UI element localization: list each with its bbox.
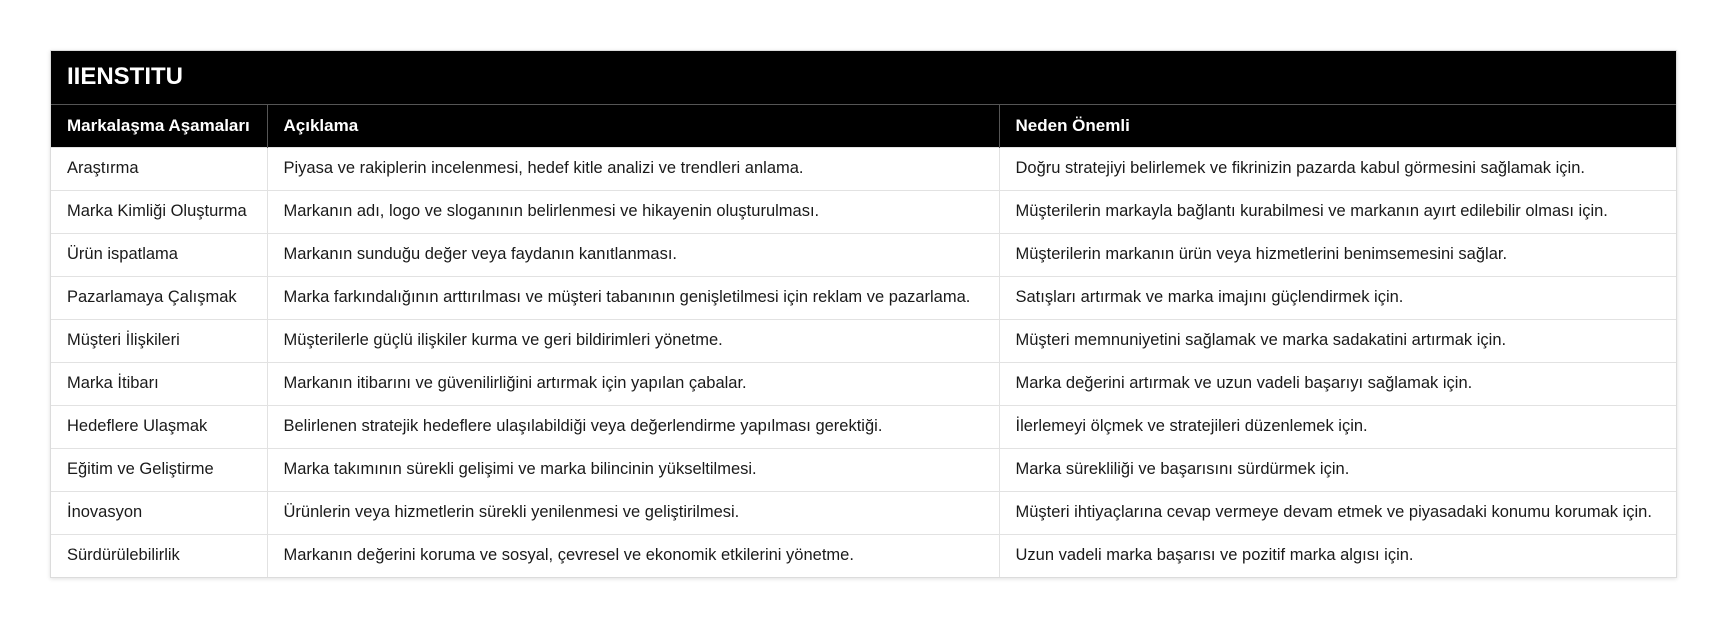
table-row: [51, 534, 1676, 577]
column-header-description: Açıklama: [267, 104, 999, 147]
importance-cell: Müşteri memnuniyetini sağlamak ve marka sadakatini artırmak için.: [999, 319, 1676, 362]
importance-cell: Müşterilerin markanın ürün veya hizmetlerini benimsemesini sağlar.: [999, 233, 1676, 276]
table-header-row: [51, 104, 1676, 147]
importance-cell: Marka sürekliliği ve başarısını sürdürmek için.: [999, 448, 1676, 491]
importance-cell: Müşteri ihtiyaçlarına cevap vermeye devam etmek ve piyasadaki konumu korumak için.: [999, 491, 1676, 534]
description-cell: Markanın itibarını ve güvenilirliğini artırmak için yapılan çabalar.: [267, 362, 999, 405]
importance-cell: Doğru stratejiyi belirlemek ve fikrinizin pazarda kabul görmesini sağlamak için.: [999, 147, 1676, 190]
stage-cell: Sürdürülebilirlik: [51, 534, 267, 577]
stage-cell: Eğitim ve Geliştirme: [51, 448, 267, 491]
stage-cell: Marka Kimliği Oluşturma: [51, 190, 267, 233]
importance-cell: Satışları artırmak ve marka imajını güçlendirmek için.: [999, 276, 1676, 319]
table-row: [51, 276, 1676, 319]
description-cell: Marka takımının sürekli gelişimi ve marka bilincinin yükseltilmesi.: [267, 448, 999, 491]
table-row: [51, 405, 1676, 448]
branding-stages-table-container: [50, 50, 1677, 578]
stage-cell: Ürün ispatlama: [51, 233, 267, 276]
table-title-row: [51, 51, 1676, 104]
description-cell: Markanın adı, logo ve sloganının belirlenmesi ve hikayenin oluşturulması.: [267, 190, 999, 233]
description-cell: Piyasa ve rakiplerin incelenmesi, hedef kitle analizi ve trendleri anlama.: [267, 147, 999, 190]
importance-cell: Müşterilerin markayla bağlantı kurabilmesi ve markanın ayırt edilebilir olması için.: [999, 190, 1676, 233]
description-cell: Müşterilerle güçlü ilişkiler kurma ve geri bildirimleri yönetme.: [267, 319, 999, 362]
description-cell: Ürünlerin veya hizmetlerin sürekli yenilenmesi ve geliştirilmesi.: [267, 491, 999, 534]
description-cell: Markanın değerini koruma ve sosyal, çevresel ve ekonomik etkilerini yönetme.: [267, 534, 999, 577]
table-row: [51, 147, 1676, 190]
stage-cell: Pazarlamaya Çalışmak: [51, 276, 267, 319]
description-cell: Markanın sunduğu değer veya faydanın kanıtlanması.: [267, 233, 999, 276]
stage-cell: Marka İtibarı: [51, 362, 267, 405]
table-title: IIENSTITU: [51, 51, 1676, 104]
importance-cell: Marka değerini artırmak ve uzun vadeli başarıyı sağlamak için.: [999, 362, 1676, 405]
table-row: [51, 448, 1676, 491]
importance-cell: Uzun vadeli marka başarısı ve pozitif marka algısı için.: [999, 534, 1676, 577]
table-row: [51, 233, 1676, 276]
importance-cell: İlerlemeyi ölçmek ve stratejileri düzenlemek için.: [999, 405, 1676, 448]
table-row: [51, 319, 1676, 362]
table-row: [51, 190, 1676, 233]
description-cell: Belirlenen stratejik hedeflere ulaşılabildiği veya değerlendirme yapılması gerektiği.: [267, 405, 999, 448]
description-cell: Marka farkındalığının arttırılması ve müşteri tabanının genişletilmesi için reklam ve pazarlama.: [267, 276, 999, 319]
table-row: [51, 362, 1676, 405]
table-row: [51, 491, 1676, 534]
column-header-importance: Neden Önemli: [999, 104, 1676, 147]
column-header-stages: Markalaşma Aşamaları: [51, 104, 267, 147]
stage-cell: Müşteri İlişkileri: [51, 319, 267, 362]
stage-cell: İnovasyon: [51, 491, 267, 534]
branding-stages-table: [51, 51, 1676, 577]
stage-cell: Araştırma: [51, 147, 267, 190]
stage-cell: Hedeflere Ulaşmak: [51, 405, 267, 448]
